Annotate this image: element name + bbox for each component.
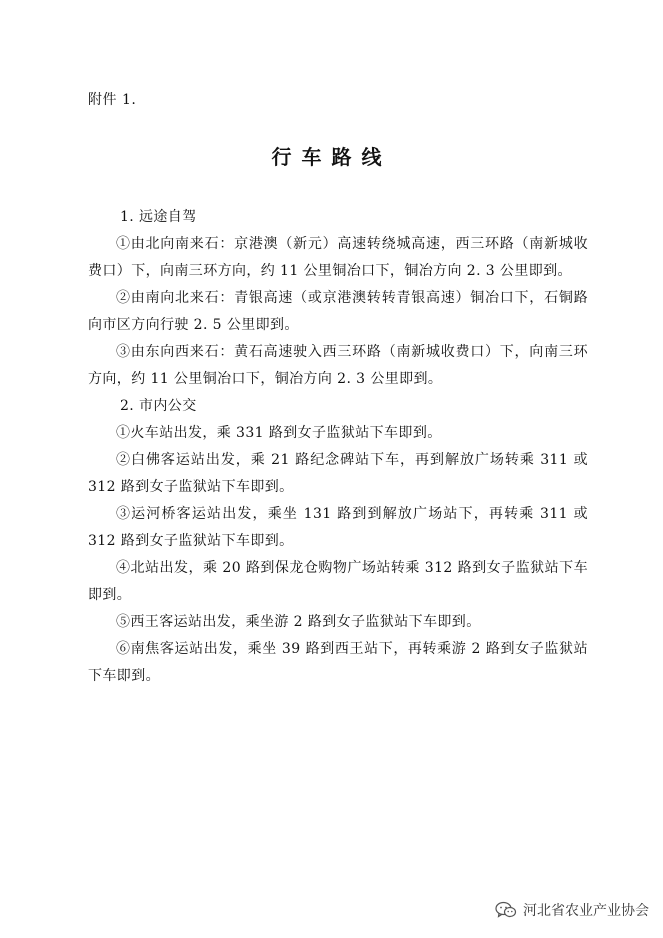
section-heading-city-bus: 2. 市内公交 <box>120 398 197 414</box>
wechat-icon <box>495 901 517 919</box>
bus-route-baifo-station: ②白佛客运站出发，乘 21 路纪念碑站下车，再到解放广场转乘 311 或 312 路到女子监狱站下车即到。 <box>88 452 588 495</box>
bus-route-railway-station: ①火车站出发，乘 331 路到女子监狱站下车即到。 <box>116 425 442 441</box>
watermark-text: 河北省农业产业协会 <box>523 903 649 919</box>
route-east-to-west: ③由东向西来石：黄石高速驶入西三环路（南新城收费口）下，向南三环方向，约 11 公里铜冶口下，铜冶方向 2. 3 公里即到。 <box>88 344 588 387</box>
attachment-label: 附件 1. <box>88 92 137 108</box>
bus-route-yunheqiao-station: ③运河桥客运站出发，乘坐 131 路到到解放广场站下，再转乘 311 或 312 路到女子监狱站下车即到。 <box>88 506 588 549</box>
document-body <box>88 204 588 690</box>
section-heading-long-distance: 1. 远途自驾 <box>120 209 197 225</box>
watermark <box>495 900 649 920</box>
page-title: 行车路线 <box>271 145 392 169</box>
route-north-to-south: ①由北向南来石：京港澳（新元）高速转绕城高速，西三环路（南新城收费口）下，向南三环方向，约 11 公里铜冶口下，铜冶方向 2. 3 公里即到。 <box>88 236 588 279</box>
bus-route-nanjiao-station: ⑥南焦客运站出发，乘坐 39 路到西王站下，再转乘游 2 路到女子监狱站下车即到。 <box>88 641 588 684</box>
bus-route-north-station: ④北站出发，乘 20 路到保龙仓购物广场站转乘 312 路到女子监狱站下车即到。 <box>88 560 588 603</box>
route-south-to-north: ②由南向北来石：青银高速（或京港澳转转青银高速）铜冶口下，石铜路向市区方向行驶 2. 5 公里即到。 <box>88 290 588 333</box>
bus-route-xiwang-station: ⑤西王客运站出发，乘坐游 2 路到女子监狱站下车即到。 <box>116 614 481 630</box>
